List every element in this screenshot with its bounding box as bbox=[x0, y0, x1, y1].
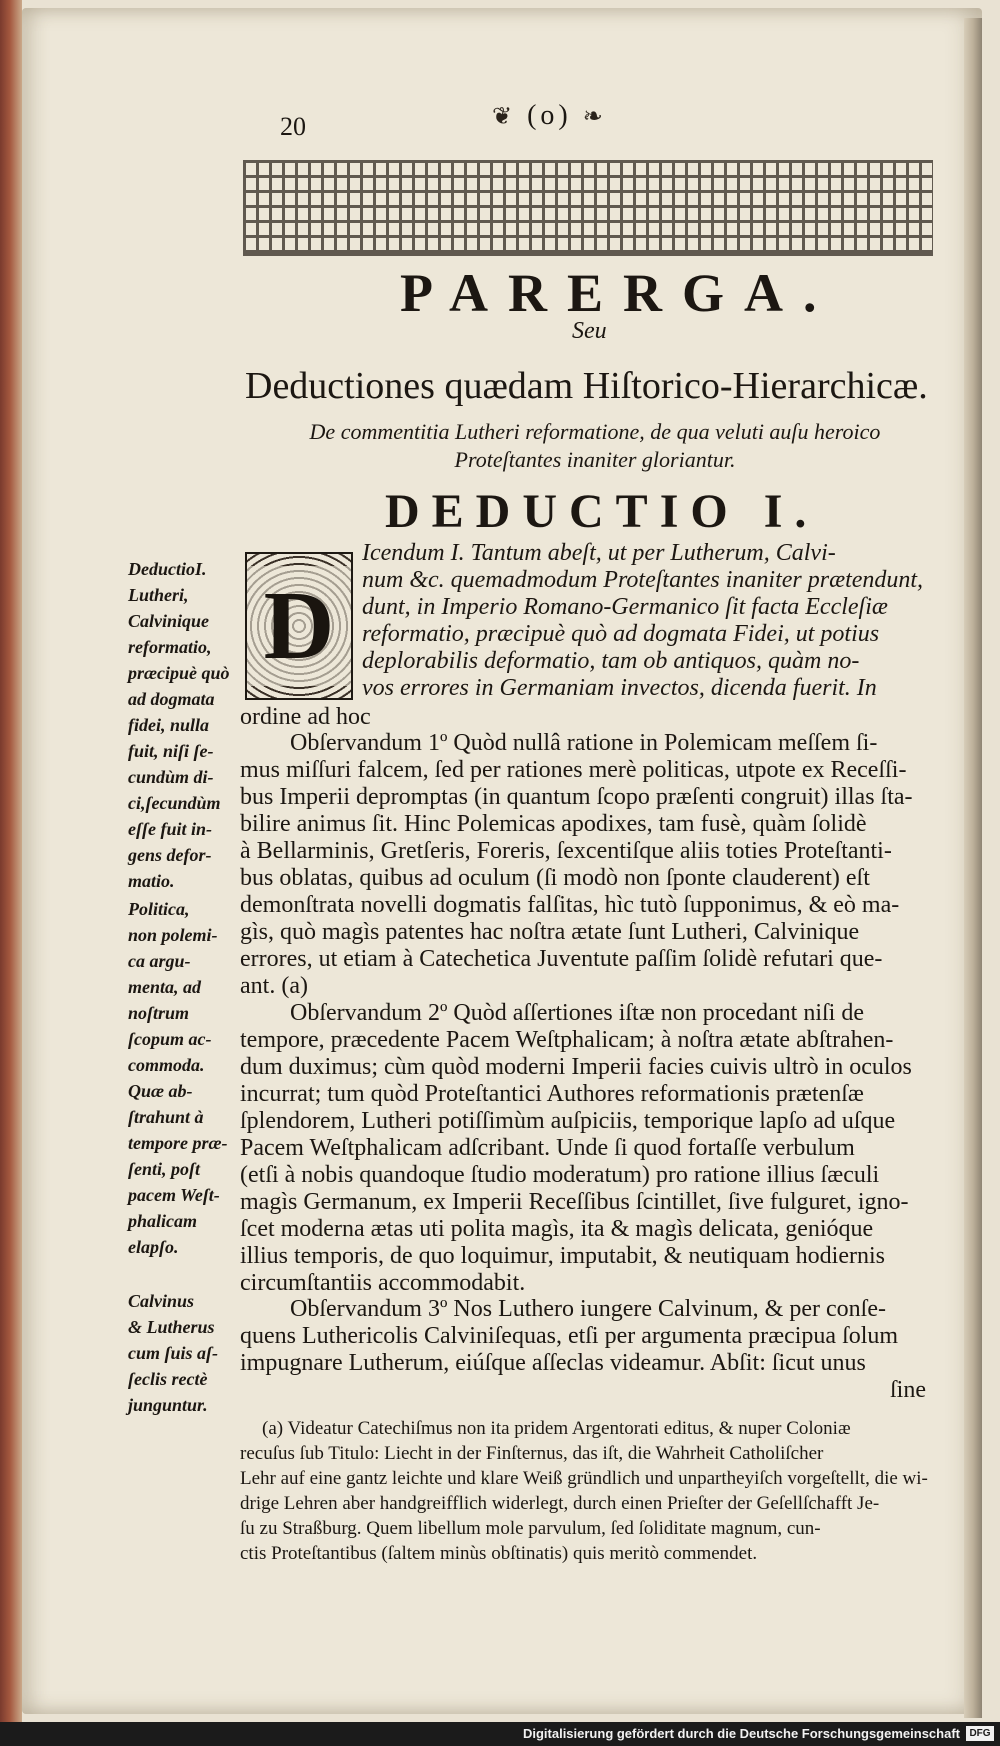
footnote-line: ſu zu Straßburg. Quem libellum mole parvulum, ſed ſoliditate magnum, cun- bbox=[240, 1518, 821, 1539]
section-heading: DEDUCTIO I. bbox=[385, 485, 819, 538]
footnote-line: ctis Proteſtantibus (ſaltem minùs obſtinatis) quis meritò commendet. bbox=[240, 1543, 758, 1564]
description-line: Proteſtantes inaniter gloriantur. bbox=[454, 447, 736, 472]
margin-note-line: menta, ad bbox=[128, 977, 202, 997]
body-line: bus Imperii depromptas (in quantum ſcopo præſenti congruit) illas ſta- bbox=[240, 784, 913, 810]
margin-note bbox=[128, 1078, 240, 1260]
footnote-line: recuſus ſub Titulo: Liecht in der Finſternus, das iſt, die Wahrheit Catholiſcher bbox=[240, 1443, 824, 1464]
margin-note-line: matio. bbox=[128, 871, 175, 891]
body-line: illius temporis, de quo loquimur, imputabit, & neutiquam hodiernis bbox=[240, 1243, 885, 1269]
book-binding-edge bbox=[0, 0, 22, 1746]
body-line: ſcet moderna ætas uti polita magìs, ita & magìs delicata, genióque bbox=[240, 1216, 874, 1242]
body-line: à Bellarminis, Gretſeris, Foreris, ſexcentiſque aliis toties Proteſtanti- bbox=[240, 838, 892, 864]
body-line: magìs Germanum, ex Imperii Receſſibus ſcintillet, ſive fulguret, igno- bbox=[240, 1189, 909, 1215]
margin-note-line: ſtrahunt à bbox=[128, 1107, 204, 1127]
body-line: (etſi à nobis quandoque ſtudio moderatum) pro ratione illius ſæculi bbox=[240, 1162, 880, 1188]
body-line: ant. (a) bbox=[240, 973, 308, 999]
body-line: errores, ut etiam à Catechetica Juventute paſſim ſolidè refutari que- bbox=[240, 946, 883, 972]
title-description bbox=[270, 418, 920, 474]
fleuron-icon: ❦ bbox=[492, 104, 517, 130]
decorated-initial bbox=[245, 552, 353, 700]
body-line: vos errores in Germaniam invectos, dicenda fuerit. In bbox=[362, 675, 877, 701]
initial-letter: D bbox=[247, 566, 351, 686]
margin-note-line: ſcopum ac- bbox=[128, 1029, 212, 1049]
margin-note-line: junguntur. bbox=[128, 1395, 208, 1415]
body-line: mus miſſuri falcem, ſed per rationes merè politicas, utpote ex Receſſi- bbox=[240, 757, 907, 783]
margin-note-line: commoda. bbox=[128, 1055, 205, 1075]
margin-note-line: ca argu- bbox=[128, 951, 191, 971]
footnote-line: drige Lehren aber handgreifflich widerlegt, durch einen Prieſter der Geſellſchafft Je- bbox=[240, 1493, 880, 1514]
body-line: dunt, in Imperio Romano-Germanico ſit facta Eccleſiæ bbox=[362, 594, 888, 620]
body-line: Pacem Weſtphalicam adſcribant. Unde ſi quod fortaſſe verbulum bbox=[240, 1135, 855, 1161]
body-line: reformatio, præcipuè quò ad dogmata Fidei, ut potius bbox=[362, 621, 880, 647]
margin-note-line: præcipuè quò bbox=[128, 663, 230, 683]
body-line: Obſervandum 3º Nos Luthero iungere Calvinum, & per conſe- bbox=[290, 1296, 886, 1322]
dfg-logo: DFG bbox=[966, 1726, 994, 1741]
margin-note-line: non polemi- bbox=[128, 925, 218, 945]
margin-note-line: gens defor- bbox=[128, 845, 212, 865]
body-line: bus oblatas, quibus ad oculum (ſi modò non ſponte clauderent) eſt bbox=[240, 865, 870, 891]
margin-note-line: elapſo. bbox=[128, 1237, 179, 1257]
body-line: tempore, præcedente Pacem Weſtphalicam; à noſtra ætate abſtrahen- bbox=[240, 1027, 894, 1053]
footer-credit: Digitalisierung gefördert durch die Deutsche Forschungsgemeinschaft bbox=[522, 1726, 960, 1741]
body-line: gìs, quò magìs patentes hac noſtra ætate ſunt Lutheri, Calvinique bbox=[240, 919, 860, 945]
margin-note-line: eſſe fuit in- bbox=[128, 819, 212, 839]
header-ornament bbox=[492, 100, 607, 132]
body-line: ordine ad hoc bbox=[240, 704, 371, 730]
margin-note-line: Calvinus bbox=[128, 1291, 195, 1311]
body-line: circumſtantiis accommodabit. bbox=[240, 1270, 526, 1296]
margin-note-line: pacem Weſt- bbox=[128, 1185, 220, 1205]
body-line: demonſtrata novelli dogmatis falſitas, hìc tutò ſupponimus, & eò ma- bbox=[240, 892, 900, 918]
body-line: dum duximus; cùm quòd moderni Imperii facies cuivis ultrò in oculos bbox=[240, 1054, 912, 1080]
margin-note-line: Politica, bbox=[128, 899, 190, 919]
title-connector: Seu bbox=[572, 318, 607, 344]
margin-note-line: DeductioI. bbox=[128, 559, 207, 579]
footnote-line: Lehr auf eine gantz leichte und klare Weiß gründlich und unpartheyiſch vorgeſtellt, die wi- bbox=[240, 1468, 928, 1489]
margin-note-line: cundùm di- bbox=[128, 767, 214, 787]
body-line: bilire animus ſit. Hinc Polemicas apodixes, tam fusè, quàm ſolidè bbox=[240, 811, 867, 837]
description-line: De commentitia Lutheri reformatione, de qua veluti auſu heroico bbox=[309, 419, 881, 444]
margin-note-line: tempore præ- bbox=[128, 1133, 228, 1153]
page-title: PARERGA. bbox=[400, 263, 837, 323]
margin-note-line: ſenti, poſt bbox=[128, 1159, 200, 1179]
margin-note-line: Lutheri, bbox=[128, 585, 189, 605]
margin-note bbox=[128, 556, 240, 894]
margin-note-line: phalicam bbox=[128, 1211, 198, 1231]
margin-note-line: ſeclis rectè bbox=[128, 1369, 208, 1389]
page-stack-edge bbox=[964, 18, 982, 1718]
footnote-line: (a) Videatur Catechiſmus non ita pridem Argentorati editus, & nuper Coloniæ bbox=[262, 1418, 851, 1439]
margin-note-line: cum ſuis aſ- bbox=[128, 1343, 218, 1363]
body-line: num &c. quemadmodum Proteſtantes inaniter prætendunt, bbox=[362, 567, 924, 593]
body-line: Obſervandum 1º Quòd nullâ ratione in Polemicam meſſem ſi- bbox=[290, 730, 878, 756]
margin-note-line: reformatio, bbox=[128, 637, 212, 657]
body-line: ſplendorem, Lutheri potiſſimùm auſpiciis, temporique lapſo ad uſque bbox=[240, 1108, 896, 1134]
page-number: 20 bbox=[280, 112, 306, 141]
body-line: incurrat; tum quòd Proteſtantici Authores reformationis prætenſæ bbox=[240, 1081, 864, 1107]
margin-note-line: Calvinique bbox=[128, 611, 210, 631]
margin-note-line: ci,ſecundùm bbox=[128, 793, 221, 813]
decorative-band bbox=[243, 160, 933, 256]
margin-note bbox=[128, 1288, 240, 1418]
body-line: Icendum I. Tantum abeſt, ut per Lutherum, Calvi- bbox=[362, 540, 836, 566]
header-ornament-text: (o) bbox=[527, 100, 572, 131]
fleuron-icon: ❧ bbox=[582, 104, 607, 130]
margin-note-line: fuit, niſi ſe- bbox=[128, 741, 214, 761]
margin-note-line: Quæ ab- bbox=[128, 1081, 193, 1101]
body-line: deplorabilis deformatio, tam ob antiquos, quàm no- bbox=[362, 648, 860, 674]
page-subtitle: Deductiones quædam Hiſtorico-Hierarchicæ. bbox=[245, 365, 928, 407]
body-line: Obſervandum 2º Quòd aſſertiones iſtæ non procedant niſi de bbox=[290, 1000, 864, 1026]
margin-note-line: & Lutherus bbox=[128, 1317, 215, 1337]
body-line: quens Luthericolis Calviniſequas, etſi per argumenta præcipua ſolum bbox=[240, 1323, 899, 1349]
body-line: impugnare Lutherum, eiúſque aſſeclas videamur. Abſit: ſicut unus bbox=[240, 1350, 866, 1376]
margin-note-line: fidei, nulla bbox=[128, 715, 210, 735]
digitization-footer bbox=[0, 1722, 1000, 1746]
catchword: ſine bbox=[890, 1377, 926, 1403]
margin-note-line: ad dogmata bbox=[128, 689, 215, 709]
margin-note-line: noſtrum bbox=[128, 1003, 190, 1023]
margin-note bbox=[128, 896, 240, 1078]
